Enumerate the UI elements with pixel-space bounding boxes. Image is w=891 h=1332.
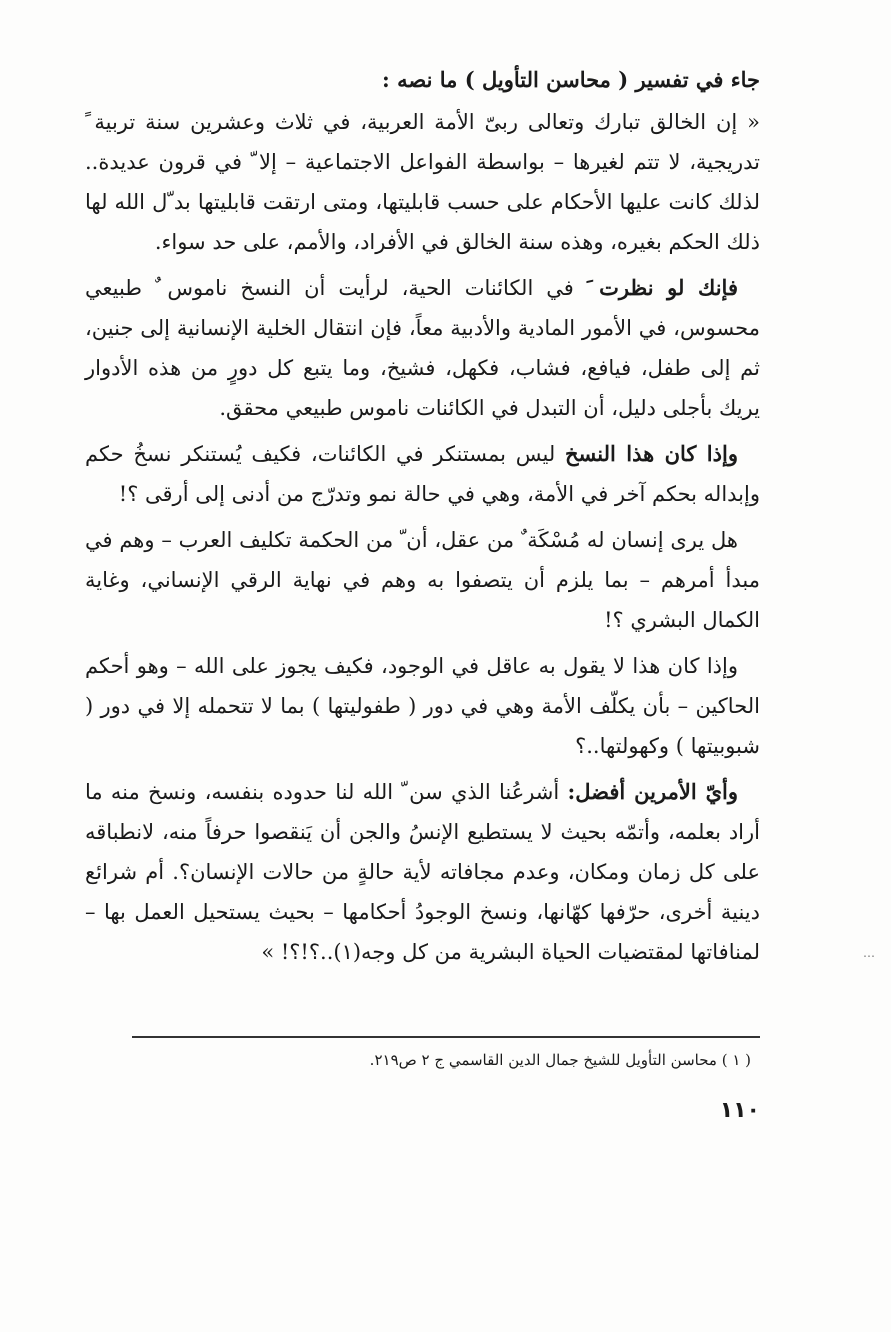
paragraph-body: في الكائنات الحية، لرأيت أن النسخ ناموس ٌ طبيعي محسوس، في الأمور المادية والأدبية معاً، فإن انتقال الخلية الإنسانية إلى جنين، ثم إلى طفل، فيافع، فشاب، فكهل، فشيخ، وما يتبع كل دورٍ من هذه الأدوار يريك بأجلى دليل، أن التبدل في الكائنات ناموس طبيعي محقق. <box>85 276 760 420</box>
paragraph-4 <box>85 520 760 640</box>
paragraph-3 <box>85 434 760 514</box>
paragraph-body: وإذا كان هذا لا يقول به عاقل في الوجود، فكيف يجوز على الله – وهو أحكم الحاكين – بأن يكلّف الأمة وهي في دور ( طفوليتها ) بما لا تتحمله إلا في دور ( شبوبيتها ) وكهولتها..؟ <box>85 654 760 758</box>
paragraph-body: أشرعُنا الذي سن ّ الله لنا حدوده بنفسه، ونسخ منه ما أراد بعلمه، وأتمّه بحيث لا يستطيع الإنسُ والجن أن يَنقصوا حرفاً منه، لانطباقه على كل زمان ومكان، وعدم مجافاته لأية حالةٍ من حالات الإنسان؟. أم شرائع دينية أخرى، حرّفها كهّانها، ونسخ الوجودُ أحكامها – بحيث يستحيل العمل بها – لمنافاتها لمقتضيات الحياة البشرية من كل وجه(١)..؟!؟! » <box>85 780 760 964</box>
paragraph-2 <box>85 268 760 428</box>
paragraph-lead: وإذا كان هذا النسخ <box>564 441 738 466</box>
paragraph-5 <box>85 646 760 766</box>
paragraph-1 <box>85 102 760 262</box>
footnote: ( ١ ) محاسن التأويل للشيخ جمال الدين القاسمي ج ٢ ص٢١٩. <box>369 1051 751 1069</box>
paragraph-lead: فإنك لو نظرت َ <box>586 275 738 300</box>
paragraph-body: هل يرى إنسان له مُسْكَة ٌ من عقل، أن ّ من الحكمة تكليف العرب – وهم في مبدأ أمرهم – بما يلزم أن يتصفوا به وهم في نهاية الرقي الإنساني، وغاية الكمال البشري ؟! <box>85 528 760 632</box>
paragraph-lead: وأيّ الأمرين أفضل: <box>567 779 738 804</box>
footnote-divider <box>132 1036 760 1038</box>
paragraph-body: « إن الخالق تبارك وتعالى ربىّ الأمة العربية، في ثلاث وعشرين سنة تربية ً تدريجية، لا تتم لغيرها – بواسطة الفواعل الاجتماعية – إلا ّ في قرون عديدة.. لذلك كانت عليها الأحكام على حسب قابليتها، ومتى ارتقت قابليتها بد ّل الله لها ذلك الحكم بغيره، وهذه سنة الخالق في الأفراد، والأمم، على حد سواء. <box>85 110 760 254</box>
intro-heading: جاء في تفسير ( محاسن التأويل ) ما نصه : <box>382 67 760 92</box>
page-number: ١١٠ <box>719 1098 760 1123</box>
main-text <box>85 60 760 972</box>
margin-mark: … <box>863 946 875 960</box>
paragraph-body: ليس بمستنكر في الكائنات، فكيف يُستنكر نسخُ حكم وإبداله بحكم آخر في الأمة، وهي في حالة نمو وتدرّج من أدنى إلى أرقى ؟! <box>85 442 760 506</box>
paragraph-6 <box>85 772 760 972</box>
